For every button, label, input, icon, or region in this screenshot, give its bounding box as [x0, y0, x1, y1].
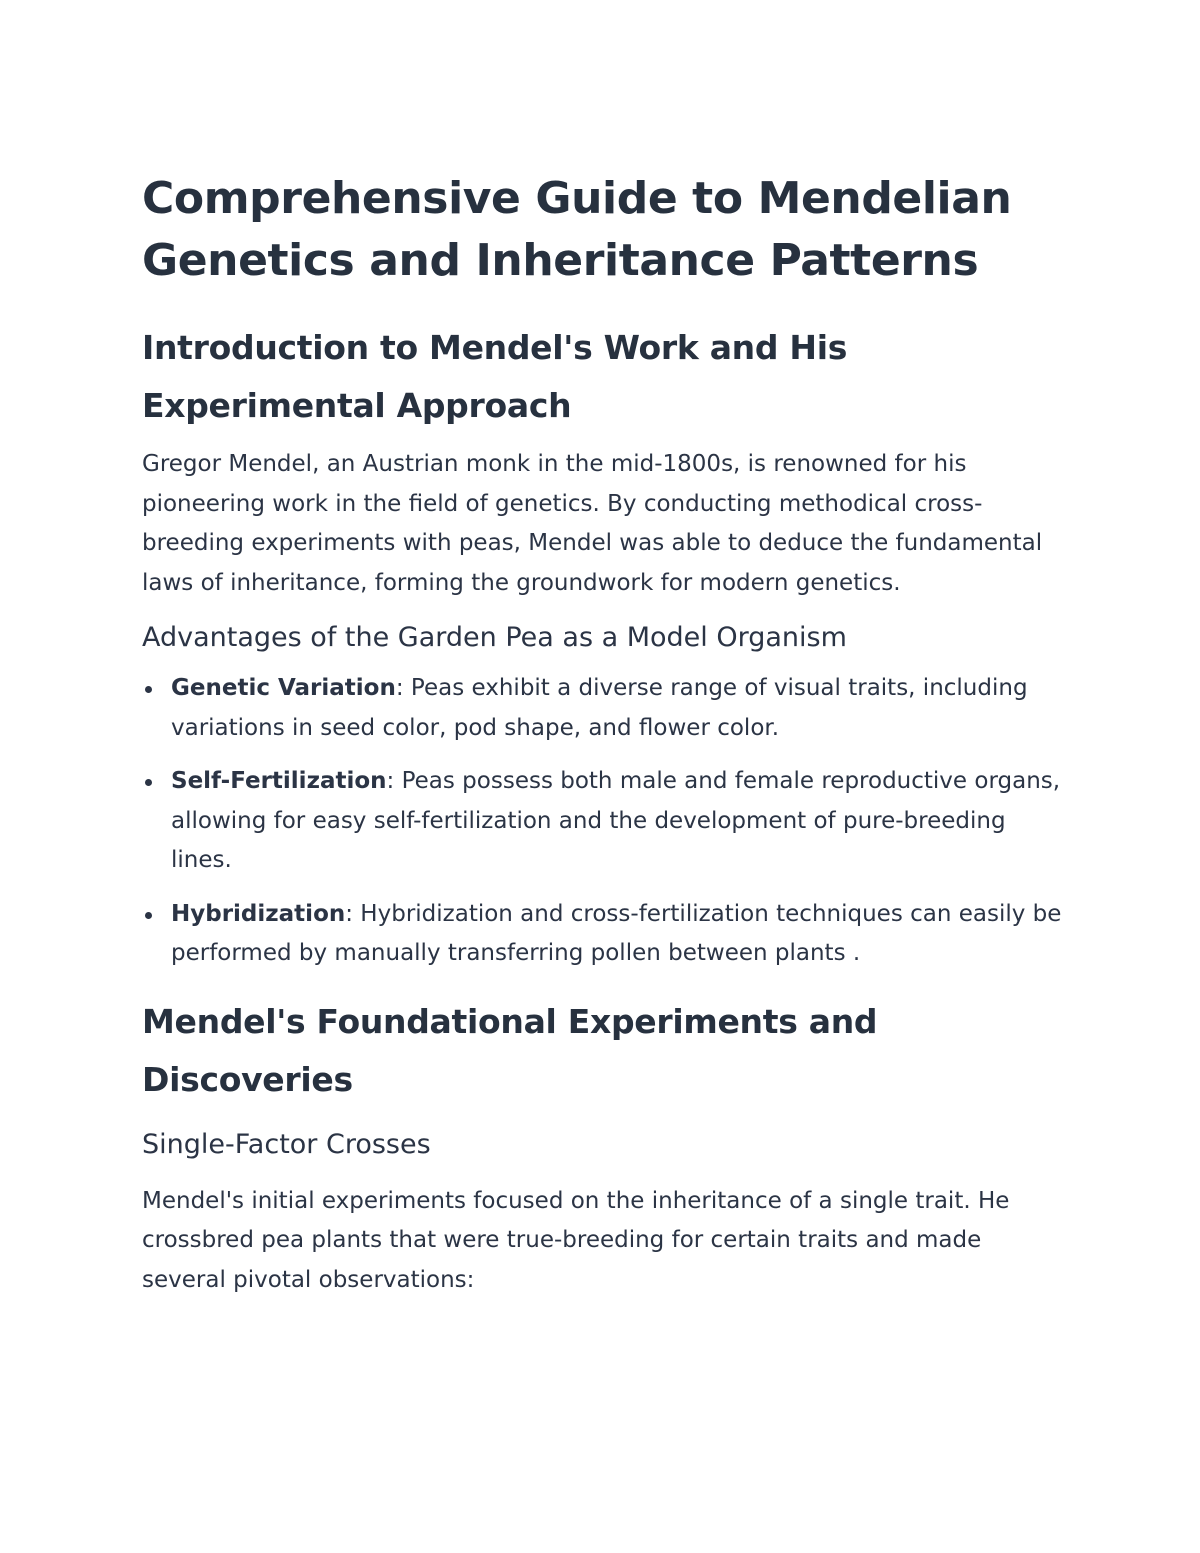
document-title: Comprehensive Guide to Mendelian Genetics and Inheritance Patterns: [142, 173, 1012, 286]
list-item-term: Genetic Variation: [171, 675, 396, 701]
bullet-icon: [145, 686, 152, 693]
bullet-icon: [145, 912, 152, 919]
list-item-text: : Peas exhibit a diverse range of visual traits, including variations in seed color, pod shape, and flower color.: [171, 675, 1028, 741]
list-item: [142, 762, 1062, 881]
list-item: [142, 669, 1062, 748]
intro-paragraph: Gregor Mendel, an Austrian monk in the mid-1800s, is renowned for his pioneering work in the field of genetics. By conducting methodical cross-breeding experiments with peas, Mendel was able to deduce the fundamental laws of inheritance, forming the groundwork for modern genetics.: [142, 451, 1043, 596]
list-item: [142, 895, 1062, 974]
list-item-text: : Hybridization and cross-fertilization techniques can easily be performed by manually transferring pollen between plants .: [171, 900, 1062, 966]
document-page: [142, 168, 1062, 1300]
list-item-term: Self-Fertilization: [171, 768, 387, 794]
section-heading-experiments: Mendel's Foundational Experiments and Discoveries: [142, 1001, 878, 1099]
subheading-advantages: Advantages of the Garden Pea as a Model Organism: [142, 622, 847, 653]
list-item-term: Hybridization: [171, 900, 346, 927]
advantages-list: [142, 669, 1062, 974]
bullet-icon: [145, 779, 152, 786]
section-heading-introduction: Introduction to Mendel's Work and His Experimental Approach: [142, 328, 848, 425]
list-item-text: : Peas possess both male and female reproductive organs, allowing for easy self-fertilization and the development of pure-breeding lines.: [171, 768, 1061, 873]
subheading-single-factor: Single-Factor Crosses: [142, 1128, 431, 1160]
single-factor-paragraph: Mendel's initial experiments focused on the inheritance of a single trait. He crossbred pea plants that were true-breeding for certain traits and made several pivotal observations:: [142, 1187, 1010, 1293]
